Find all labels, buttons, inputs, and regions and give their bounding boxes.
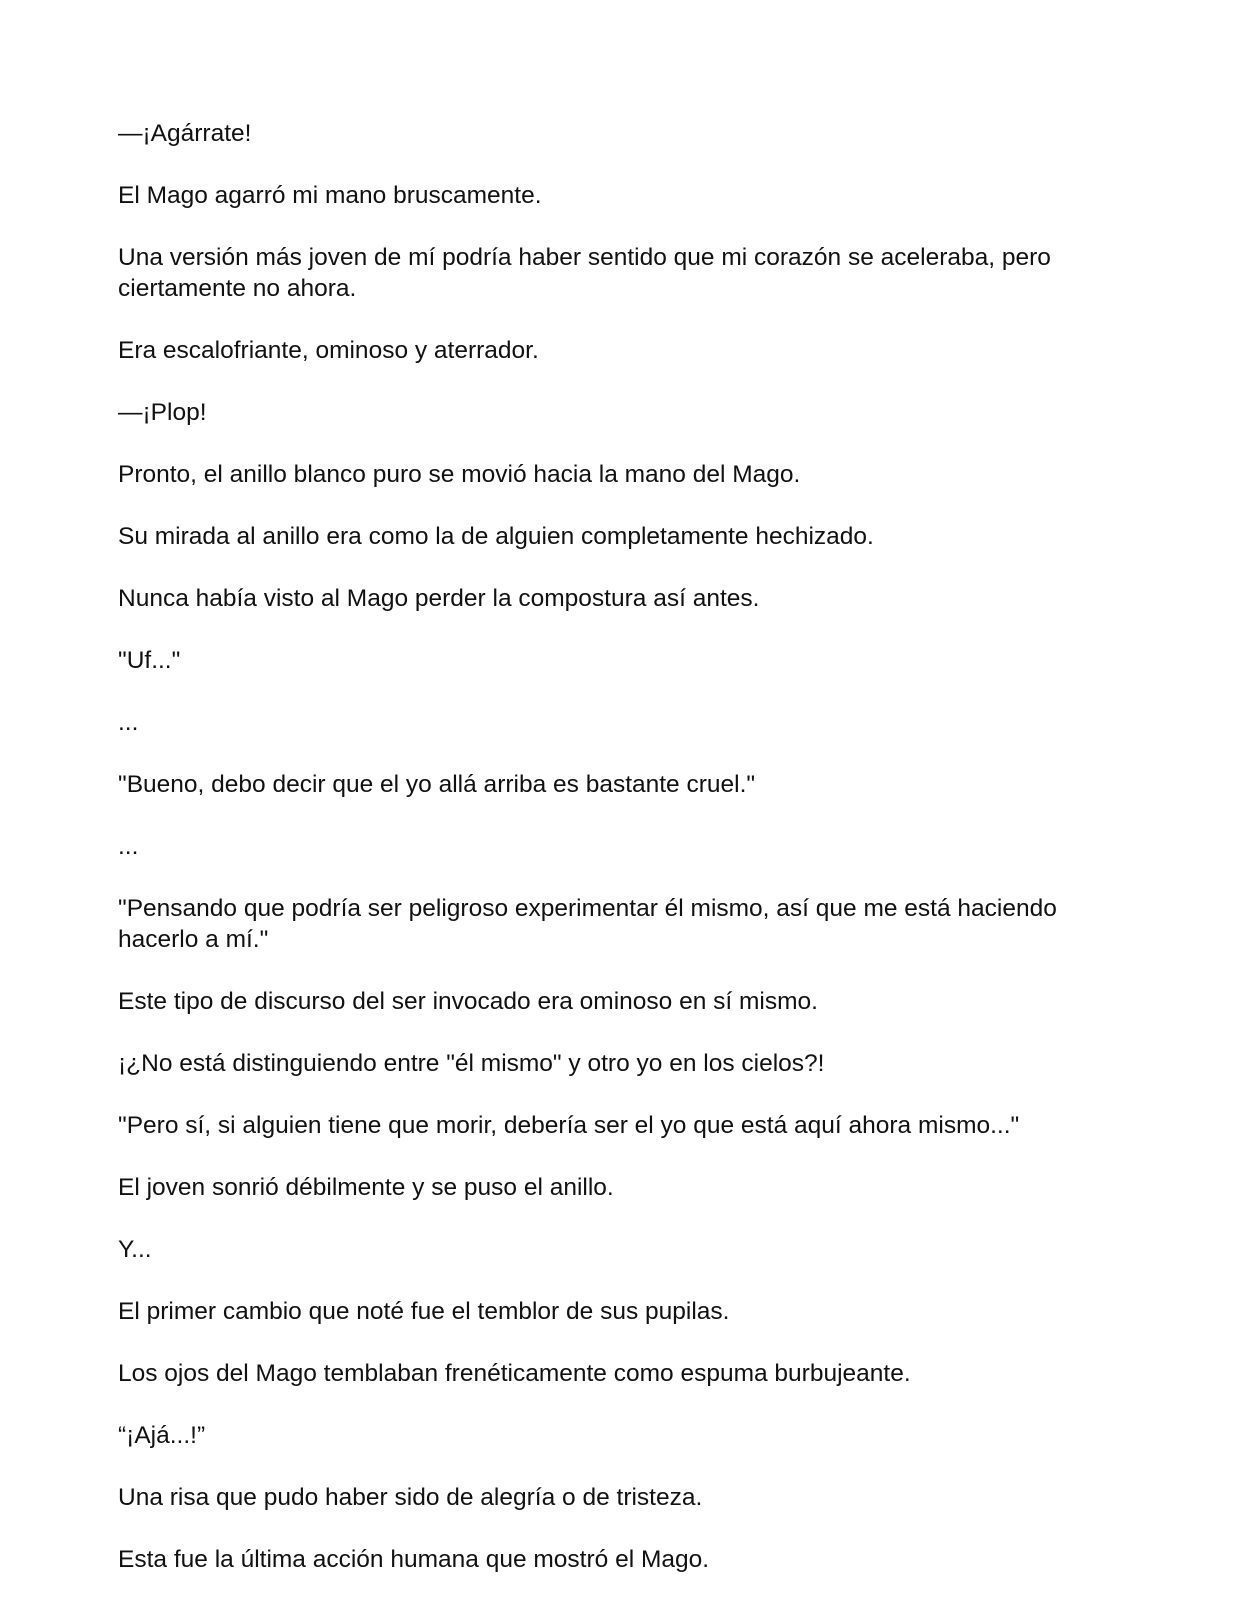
paragraph: Y... bbox=[118, 1236, 152, 1263]
paragraph: Este tipo de discurso del ser invocado era ominoso en sí mismo. bbox=[118, 988, 818, 1015]
document-body bbox=[118, 118, 1128, 1606]
paragraph: —¡Agárrate! bbox=[118, 120, 252, 147]
paragraph: El joven sonrió débilmente y se puso el anillo. bbox=[118, 1174, 614, 1201]
paragraph: Pronto, el anillo blanco puro se movió hacia la mano del Mago. bbox=[118, 461, 801, 488]
paragraph: ... bbox=[118, 833, 139, 860]
paragraph: ... bbox=[118, 709, 139, 736]
paragraph: ¡¿No está distinguiendo entre "él mismo" y otro yo en los cielos?! bbox=[118, 1050, 825, 1077]
paragraph: Nunca había visto al Mago perder la compostura así antes. bbox=[118, 585, 760, 612]
paragraph: Su mirada al anillo era como la de alguien completamente hechizado. bbox=[118, 523, 874, 550]
paragraph: Una risa que pudo haber sido de alegría o de tristeza. bbox=[118, 1484, 703, 1511]
paragraph: —¡Plop! bbox=[118, 399, 207, 426]
paragraph: "Pero sí, si alguien tiene que morir, debería ser el yo que está aquí ahora mismo..." bbox=[118, 1112, 1020, 1139]
paragraph: "Uf..." bbox=[118, 647, 181, 674]
paragraph: "Pensando que podría ser peligroso experimentar él mismo, así que me está haciendo hacerlo a mí." bbox=[118, 895, 1057, 953]
paragraph: Esta fue la última acción humana que mostró el Mago. bbox=[118, 1546, 710, 1573]
paragraph: Los ojos del Mago temblaban frenéticamente como espuma burbujeante. bbox=[118, 1360, 911, 1387]
paragraph: El primer cambio que noté fue el temblor de sus pupilas. bbox=[118, 1298, 730, 1325]
paragraph: Era escalofriante, ominoso y aterrador. bbox=[118, 337, 539, 364]
paragraph: “¡Ajá...!” bbox=[118, 1422, 206, 1449]
paragraph: Una versión más joven de mí podría haber sentido que mi corazón se aceleraba, pero ciertamente no ahora. bbox=[118, 244, 1051, 302]
paragraph: El Mago agarró mi mano bruscamente. bbox=[118, 182, 542, 209]
paragraph: "Bueno, debo decir que el yo allá arriba es bastante cruel." bbox=[118, 771, 756, 798]
